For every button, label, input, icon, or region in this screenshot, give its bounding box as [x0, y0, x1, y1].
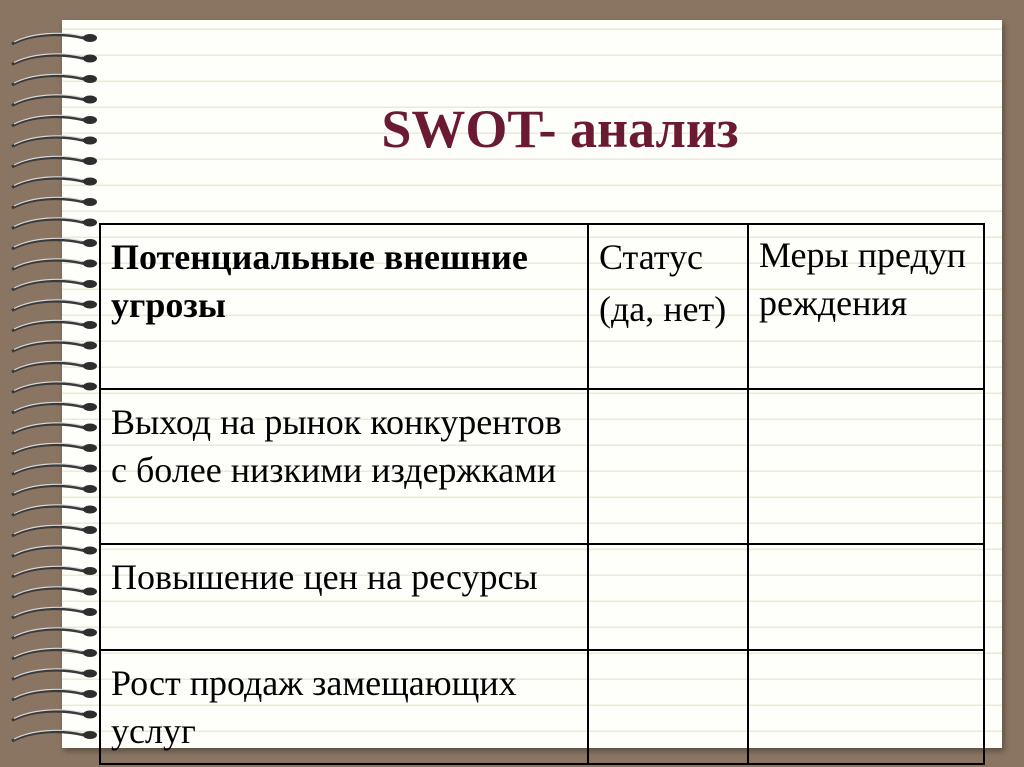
- spiral-coil: [12, 76, 84, 85]
- binding-hole: [83, 280, 97, 288]
- binding-hole: [83, 198, 97, 206]
- binding-hole: [83, 301, 97, 309]
- spiral-coil: [12, 568, 84, 577]
- header-threats: Потенциальные внешние угрозы: [100, 224, 588, 389]
- header-status: [588, 224, 748, 389]
- threat-cell: Повышение цен на ресурсы: [100, 544, 588, 650]
- binding-hole: [83, 465, 97, 473]
- binding-hole: [83, 403, 97, 411]
- spiral-coil: [12, 506, 84, 515]
- binding-hole: [83, 96, 97, 104]
- binding-hole: [83, 485, 97, 493]
- binding-hole: [83, 157, 97, 165]
- spiral-coil: [12, 404, 84, 413]
- table-row: [100, 389, 984, 544]
- header-status-options: (да, нет): [599, 289, 727, 329]
- spiral-coil: [12, 732, 84, 741]
- spiral-coil: [12, 588, 84, 597]
- spiral-coil: [12, 670, 84, 679]
- spiral-coil: [12, 527, 84, 536]
- table-row: [100, 544, 984, 650]
- binding-hole: [83, 178, 97, 186]
- spiral-coil: [12, 650, 84, 659]
- binding-hole: [83, 260, 97, 268]
- spiral-coil: [12, 117, 84, 126]
- spiral-coil: [12, 691, 84, 700]
- spiral-coil: [12, 96, 84, 105]
- table-header-row: [100, 224, 984, 389]
- binding-hole: [83, 731, 97, 739]
- binding-hole: [83, 342, 97, 350]
- binding-hole: [83, 444, 97, 452]
- status-cell: [588, 650, 748, 764]
- binding-hole: [83, 219, 97, 227]
- binding-hole: [83, 670, 97, 678]
- spiral-coil: [12, 445, 84, 454]
- spiral-coil: [12, 158, 84, 167]
- binding-hole: [83, 383, 97, 391]
- measures-cell: [748, 650, 984, 764]
- binding-hole: [83, 239, 97, 247]
- binding-hole: [83, 690, 97, 698]
- spiral-coil: [12, 219, 84, 228]
- spiral-coil: [12, 711, 84, 720]
- binding-hole: [83, 116, 97, 124]
- binding-hole: [83, 506, 97, 514]
- binding-hole: [83, 608, 97, 616]
- binding-hole: [83, 567, 97, 575]
- spiral-coil: [12, 281, 84, 290]
- binding-hole: [83, 711, 97, 719]
- spiral-coil: [12, 137, 84, 146]
- binding-hole: [83, 526, 97, 534]
- swot-table: [99, 223, 985, 765]
- binding-hole: [83, 588, 97, 596]
- binding-hole: [83, 649, 97, 657]
- header-measures: Меры предупреждения: [748, 224, 984, 389]
- binding-hole: [83, 137, 97, 145]
- header-status-label: Статус: [599, 237, 703, 277]
- page-title: SWOT- анализ: [381, 99, 739, 159]
- binding-hole: [83, 321, 97, 329]
- spiral-coil: [12, 260, 84, 269]
- spiral-coil: [12, 342, 84, 351]
- spiral-coil: [12, 240, 84, 249]
- spiral-coil: [12, 486, 84, 495]
- binding-hole: [83, 629, 97, 637]
- spiral-coil: [12, 609, 84, 618]
- binding-hole: [83, 34, 97, 42]
- spiral-coil: [12, 629, 84, 638]
- spiral-coil: [12, 301, 84, 310]
- measures-cell: [748, 544, 984, 650]
- binding-hole: [83, 75, 97, 83]
- spiral-coil: [12, 322, 84, 331]
- spiral-coil: [12, 55, 84, 64]
- spiral-coil: [12, 178, 84, 187]
- spiral-coil: [12, 465, 84, 474]
- status-cell: [588, 544, 748, 650]
- threat-cell: Рост продаж замещающих услуг: [100, 650, 588, 764]
- binding-hole: [83, 424, 97, 432]
- status-cell: [588, 389, 748, 544]
- binding-hole: [83, 362, 97, 370]
- spiral-coil: [12, 35, 84, 44]
- measures-cell: [748, 389, 984, 544]
- table-row: [100, 650, 984, 764]
- spiral-coil: [12, 363, 84, 372]
- spiral-coil: [12, 383, 84, 392]
- spiral-coil: [12, 424, 84, 433]
- binding-hole: [83, 55, 97, 63]
- threat-cell: Выход на рынок конкурентов с более низкими издержками: [100, 389, 588, 544]
- spiral-coil: [12, 199, 84, 208]
- spiral-coil: [12, 547, 84, 556]
- binding-hole: [83, 547, 97, 555]
